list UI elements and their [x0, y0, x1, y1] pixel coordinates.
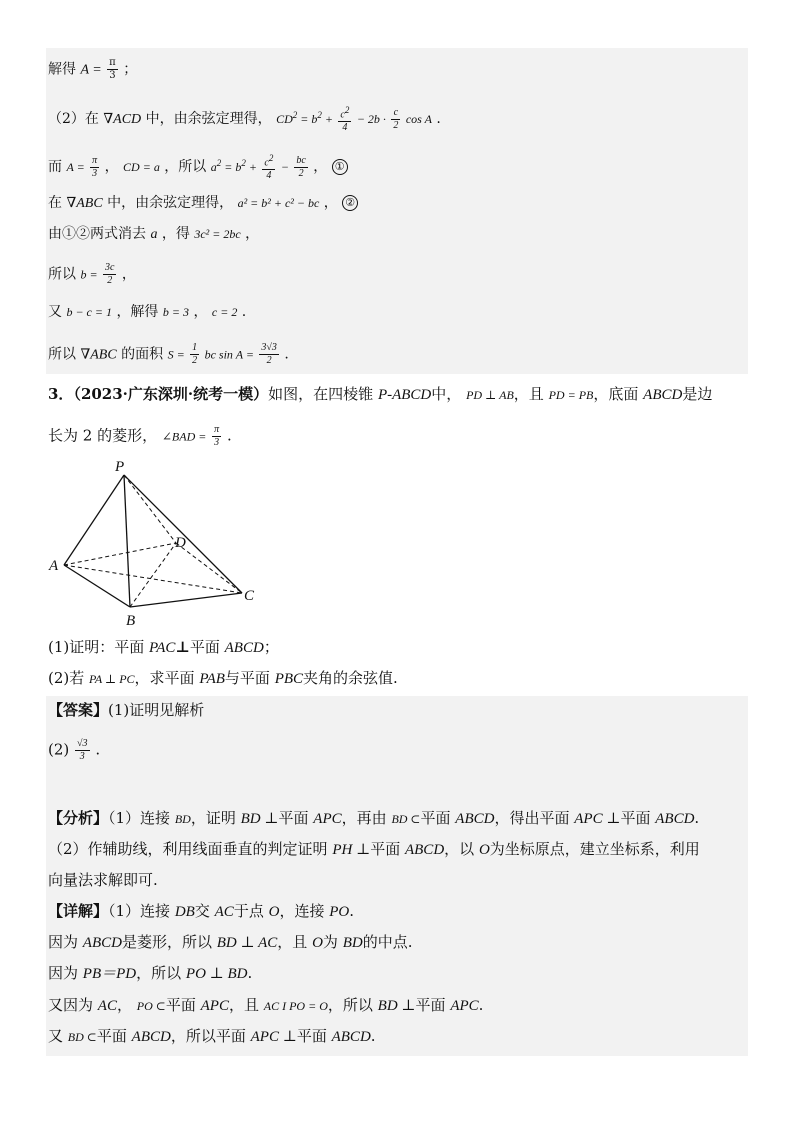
edge-AD — [64, 543, 176, 565]
analysis-line2: （2）作辅助线，利用线面垂直的判定证明 PH ⊥平面 ABCD，以 O为坐标原点，建立坐标系，利用 — [48, 840, 700, 858]
vertex-label-A: A — [49, 558, 59, 574]
edge-DC — [176, 543, 242, 593]
line-abc-cosine: 在 ∇ABC 中，由余弦定理得， a² = b² + c² − bc ， ② — [48, 193, 358, 214]
line-eliminate-a: 由①②两式消去 a ，得 3c² = 2bc ， — [48, 226, 260, 242]
fraction-pi-3: $\frac{\pi}{3}$ — [109, 57, 116, 81]
equation-marker-1: ① — [332, 159, 348, 175]
detail-line3: 因为 PB＝PD，所以 PO ⊥ BD. — [48, 964, 253, 982]
diagonal-AC — [64, 565, 242, 593]
analysis-line3: 向量法求解即可. — [48, 871, 158, 889]
vertex-label-P: P — [115, 459, 125, 475]
problem-statement-line1: 3．（2023·广东深圳·统考一模）如图，在四棱锥 P-ABCD中， PD ⊥ AB，且 PD = PB，底面 ABCD是边 — [48, 385, 713, 403]
edge-PA — [64, 475, 124, 565]
vertex-label-C: C — [244, 588, 255, 604]
edge-PD — [124, 475, 176, 543]
detail-line4: 又因为 AC， PO ⊂平面 APC，且 AC I PO = O，所以 BD ⊥平面 APC. — [48, 996, 484, 1014]
detail-line5: 又 BD ⊂平面 ABCD，所以平面 APC ⊥平面 ABCD. — [48, 1027, 376, 1045]
pyramid-figure — [40, 455, 270, 630]
edge-BC — [130, 593, 242, 607]
answer-line2: (2) $\frac{√3}{3}$ . — [48, 738, 101, 762]
answer-line1: 【答案】(1)证明见解析 — [48, 701, 205, 719]
line-solve-A: 解得 A = $\frac{\pi}{3}$ ； — [48, 57, 138, 81]
edge-PC — [124, 475, 242, 593]
problem-statement-line2: 长为 2 的菱形， ∠BAD = $\frac{\pi}{3}$ . — [48, 424, 232, 448]
line-given-values: 而 A = $\frac{\pi}{3}$ ， CD = a ，所以 $a^2 = b^2$ + $\frac{c^2}{4}$ − $\frac{bc}{2}$ ， ① — [48, 152, 348, 182]
equation-marker-2: ② — [342, 195, 358, 211]
question-1: (1)证明：平面 PAC⊥平面 ABCD； — [48, 638, 279, 656]
analysis-line1: 【分析】（1）连接 BD，证明 BD ⊥平面 APC，再由 BD ⊂平面 ABCD，得出平面 APC ⊥平面 ABCD. — [48, 809, 700, 827]
line-solve-bc: 又 b − c = 1 ，解得 b = 3 ， c = 2 . — [48, 304, 247, 320]
line-b-expression: 所以 b = $\frac{3c}{2}$ ， — [48, 262, 136, 286]
detail-line1: 【详解】（1）连接 DB交 AC于点 O，连接 PO. — [48, 902, 355, 920]
edge-AB — [64, 565, 130, 607]
line-area: 所以 ∇ABC 的面积 S = $\frac{1}{2}$ bc sin A = $\frac{3√3}{2}$ . — [48, 342, 289, 366]
vertex-label-D: D — [175, 535, 186, 551]
detail-line2: 因为 ABCD是菱形，所以 BD ⊥ AC，且 O为 BD的中点. — [48, 933, 413, 951]
diagonal-BD — [130, 543, 176, 607]
vertex-label-B: B — [126, 613, 136, 629]
question-2: (2)若 PA ⊥ PC，求平面 PAB与平面 PBC夹角的余弦值. — [48, 669, 398, 687]
edge-PB — [124, 475, 130, 607]
line-part2-cosine: （2）在 ∇ACD 中，由余弦定理得， $CD^2 = b^2$ + $\frac{c^2}{4}$ − 2b · $\frac{c}{2}$ cos A . — [48, 105, 441, 134]
